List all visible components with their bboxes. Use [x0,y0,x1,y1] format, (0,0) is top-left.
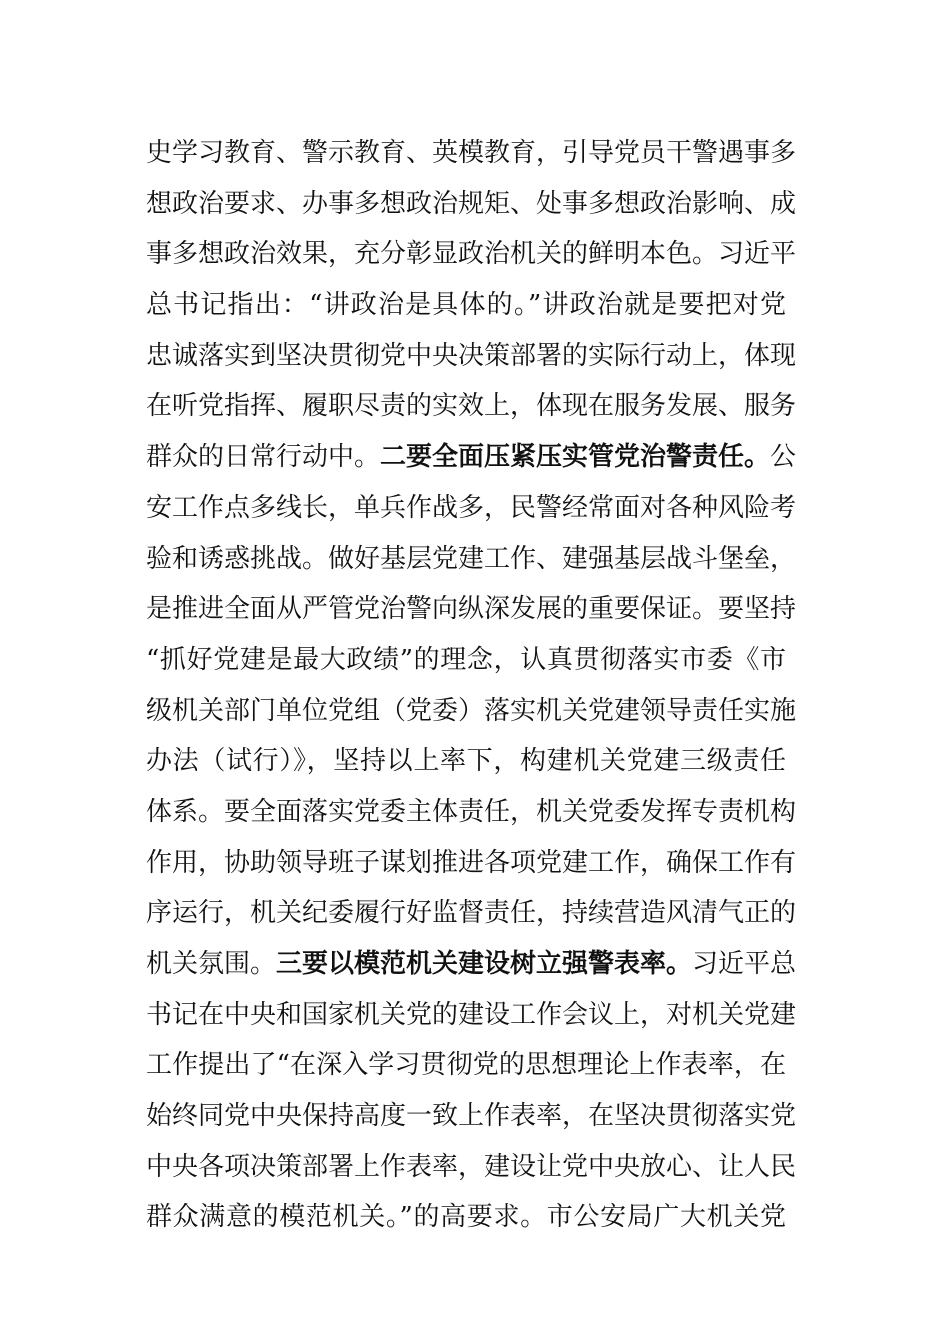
body-text: 公 [770,442,797,473]
text-line [146,1091,797,1142]
body-paragraph [146,128,797,1243]
bold-heading-text: 三要以模范机关建设树立强警表率。 [276,949,693,979]
body-text: 办法（试行）》，坚持以上率下，构建机关党建三级责任 [146,746,786,777]
body-text: “抓好党建是最大政绩”的理念，认真贯彻落实市委《市 [146,644,786,675]
text-line [146,736,786,787]
text-line [146,381,797,432]
body-text: 总书记指出：“讲政治是具体的。”讲政治就是要把对党 [146,290,786,321]
text-line [146,686,797,737]
text-line [146,939,797,990]
text-line [146,1040,786,1091]
text-line [146,787,797,838]
body-text: 验和诱惑挑战。做好基层党建工作、建强基层战斗堡垒， [146,543,797,574]
body-text: 级机关部门单位党组（党委）落实机关党建领导责任实施 [146,695,797,726]
body-text: 习近平总 [692,949,797,979]
body-text: 群众的日常行动中。 [146,442,381,473]
text-line [146,229,797,280]
body-text: 机关氛围。 [146,949,277,979]
body-text: 群众满意的模范机关。”的高要求。市公安局广大机关党 [146,1202,786,1233]
body-text: 事多想政治效果，充分彰显政治机关的鲜明本色。习近平 [146,239,797,270]
bold-heading-text: 二要全面压紧压实管党治警责任。 [380,442,771,473]
text-line [146,584,797,635]
text-line [146,888,797,939]
body-text: 书记在中央和国家机关党的建设工作会议上，对机关党建 [146,999,797,1030]
body-text: 忠诚落实到坚决贯彻党中央决策部署的实际行动上，体现 [146,340,797,371]
text-line [146,432,797,483]
text-line [146,990,797,1041]
body-text: 史学习教育、警示教育、英模教育，引导党员干警遇事多 [146,138,797,168]
text-line [146,1192,786,1243]
body-text: 在听党指挥、履职尽责的实效上，体现在服务发展、服务 [146,391,797,422]
text-line [146,1142,797,1193]
text-line [146,534,797,585]
body-text: 是推进全面从严管党治警向纵深发展的重要保证。要坚持 [146,594,797,625]
body-text: 安工作点多线长，单兵作战多，民警经常面对各种风险考 [146,492,797,523]
text-line [146,280,786,331]
text-line [146,331,797,382]
text-line [146,128,797,179]
body-text: 序运行，机关纪委履行好监督责任，持续营造风清气正的 [146,898,797,929]
body-text: 作用，协助领导班子谋划推进各项党建工作，确保工作有 [146,847,797,878]
body-text: 工作提出了“在深入学习贯彻党的思想理论上作表率，在 [146,1050,786,1081]
text-line [146,179,797,230]
body-text: 始终同党中央保持高度一致上作表率，在坚决贯彻落实党 [146,1101,797,1132]
body-text: 中央各项决策部署上作表率，建设让党中央放心、让人民 [146,1151,797,1182]
text-line [146,635,786,686]
body-text: 想政治要求、办事多想政治规矩、处事多想政治影响、成 [146,188,797,219]
body-text: 体系。要全面落实党委主体责任，机关党委发挥专责机构 [146,796,797,827]
text-line [146,838,797,889]
text-line [146,483,797,534]
